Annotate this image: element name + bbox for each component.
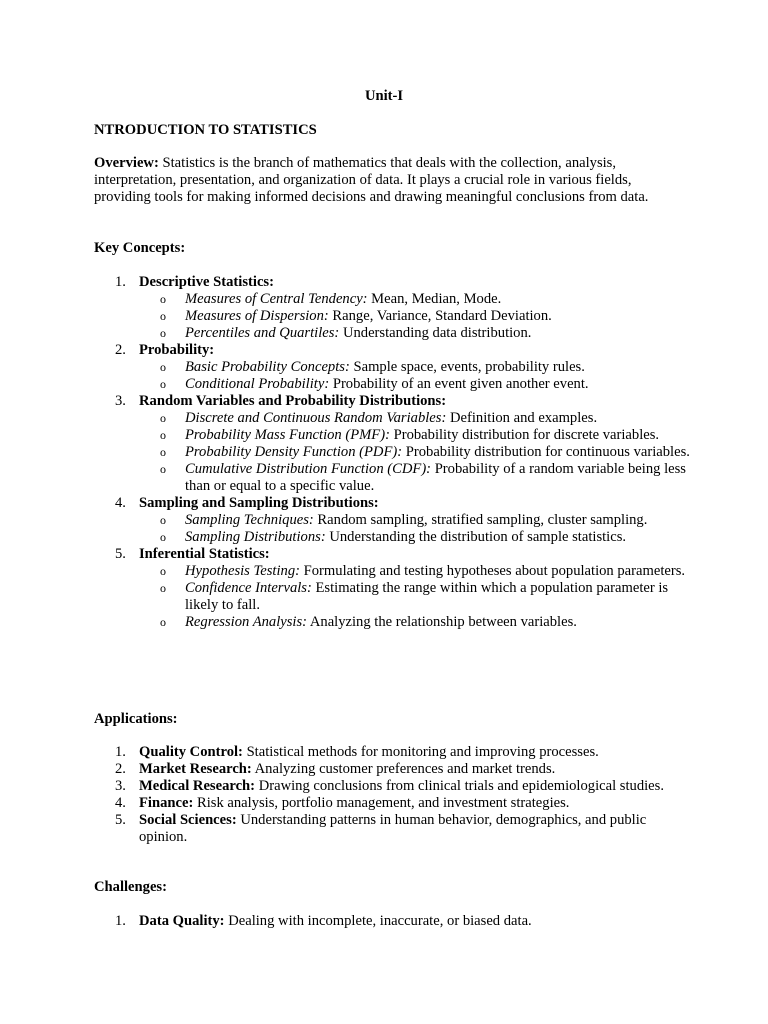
sub-item — [94, 614, 694, 631]
sub-desc: Mean, Median, Mode. — [367, 291, 502, 307]
application-title: Social Sciences: — [139, 812, 237, 828]
sub-desc: Definition and examples. — [446, 410, 598, 426]
application-item — [94, 778, 694, 795]
bullet-icon: o — [160, 615, 166, 629]
sub-desc: Probability distribution for continuous variables. — [402, 444, 690, 460]
sub-item — [94, 529, 694, 546]
key-concept-item — [94, 495, 694, 512]
application-item — [94, 744, 694, 761]
sub-item — [94, 291, 694, 308]
sub-term: Measures of Central Tendency: — [185, 291, 368, 307]
key-concept-title: Sampling and Sampling Distributions: — [139, 495, 379, 511]
sub-item — [94, 512, 694, 529]
application-item — [94, 761, 694, 778]
bullet-icon: o — [160, 581, 166, 595]
sub-desc: Analyzing the relationship between variables. — [307, 614, 577, 630]
sub-item — [94, 444, 694, 461]
bullet-icon: o — [160, 292, 166, 306]
list-number: 3. — [115, 393, 126, 409]
sub-term: Discrete and Continuous Random Variables: — [185, 410, 447, 426]
bullet-icon: o — [160, 445, 166, 459]
overview-label: Overview: — [94, 155, 159, 171]
key-concept-title: Inferential Statistics: — [139, 546, 270, 562]
bullet-icon: o — [160, 428, 166, 442]
sub-term: Cumulative Distribution Function (CDF): — [185, 461, 432, 477]
key-concept-title: Probability: — [139, 342, 215, 358]
key-concept-item — [94, 393, 694, 410]
sub-term: Hypothesis Testing: — [185, 563, 300, 579]
sub-desc: Understanding data distribution. — [339, 325, 532, 341]
application-desc: Analyzing customer preferences and market trends. — [251, 761, 556, 777]
unit-title: Unit-I — [364, 88, 404, 104]
sub-desc: Probability of an event given another event. — [329, 376, 589, 392]
sub-desc: Probability of a random variable being less than or equal to a specific value. — [185, 461, 686, 494]
application-desc: Understanding patterns in human behavior, demographics, and public opinion. — [139, 812, 647, 845]
sub-desc: Sample space, events, probability rules. — [349, 359, 585, 375]
challenges-title: Challenges: — [94, 879, 167, 895]
sub-item — [94, 410, 694, 427]
sub-item — [94, 359, 694, 376]
sub-term: Sampling Techniques: — [185, 512, 314, 528]
list-number: 4. — [115, 795, 126, 811]
list-number: 4. — [115, 495, 126, 511]
sub-item — [94, 580, 694, 614]
list-number: 1. — [115, 274, 126, 290]
challenges-list — [94, 913, 694, 930]
sub-term: Percentiles and Quartiles: — [185, 325, 340, 341]
list-number: 1. — [115, 913, 126, 929]
sub-desc: Estimating the range within which a population parameter is likely to fall. — [185, 580, 669, 613]
sub-term: Conditional Probability: — [185, 376, 330, 392]
bullet-icon: o — [160, 462, 166, 476]
bullet-icon: o — [160, 513, 166, 527]
key-concept-item — [94, 274, 694, 291]
sub-desc: Random sampling, stratified sampling, cluster sampling. — [313, 512, 648, 528]
challenge-item — [94, 913, 694, 930]
application-item — [94, 795, 694, 812]
sub-item — [94, 308, 694, 325]
sub-term: Sampling Distributions: — [185, 529, 326, 545]
challenge-title: Data Quality: — [139, 913, 225, 929]
key-concepts-list — [94, 274, 694, 631]
sub-item — [94, 325, 694, 342]
list-number: 1. — [115, 744, 126, 760]
challenge-desc: Dealing with incomplete, inaccurate, or biased data. — [224, 913, 532, 929]
key-concept-item — [94, 342, 694, 359]
list-number: 5. — [115, 546, 126, 562]
bullet-icon: o — [160, 309, 166, 323]
application-desc: Statistical methods for monitoring and improving processes. — [242, 744, 599, 760]
applications-title: Applications: — [94, 711, 178, 727]
sub-item — [94, 563, 694, 580]
applications-list — [94, 744, 694, 846]
sub-term: Probability Density Function (PDF): — [185, 444, 403, 460]
application-title: Finance: — [139, 795, 194, 811]
sub-term: Probability Mass Function (PMF): — [185, 427, 390, 443]
overview-text: Statistics is the branch of mathematics that deals with the collection, analysis, interpretation, presentation, and organization of data. It plays a crucial role in various fields, providing tools for making informed decisions and drawing meaningful conclusions from data. — [94, 155, 649, 205]
list-number: 2. — [115, 342, 126, 358]
list-number: 2. — [115, 761, 126, 777]
application-desc: Risk analysis, portfolio management, and investment strategies. — [193, 795, 570, 811]
sub-desc: Probability distribution for discrete variables. — [389, 427, 660, 443]
bullet-icon: o — [160, 411, 166, 425]
application-title: Medical Research: — [139, 778, 256, 794]
sub-term: Measures of Dispersion: — [185, 308, 329, 324]
sub-term: Regression Analysis: — [185, 614, 308, 630]
sub-desc: Formulating and testing hypotheses about population parameters. — [300, 563, 686, 579]
application-item — [94, 812, 694, 846]
bullet-icon: o — [160, 530, 166, 544]
key-concept-item — [94, 546, 694, 563]
sub-desc: Range, Variance, Standard Deviation. — [328, 308, 552, 324]
bullet-icon: o — [160, 360, 166, 374]
application-title: Market Research: — [139, 761, 252, 777]
overview-paragraph — [94, 155, 674, 206]
key-concept-title: Descriptive Statistics: — [139, 274, 274, 290]
key-concepts-title: Key Concepts: — [94, 240, 186, 256]
intro-title: NTRODUCTION TO STATISTICS — [94, 122, 317, 138]
sub-term: Confidence Intervals: — [185, 580, 312, 596]
sub-item — [94, 461, 694, 495]
application-desc: Drawing conclusions from clinical trials and epidemiological studies. — [255, 778, 664, 794]
sub-item — [94, 376, 694, 393]
list-number: 3. — [115, 778, 126, 794]
bullet-icon: o — [160, 326, 166, 340]
sub-item — [94, 427, 694, 444]
bullet-icon: o — [160, 377, 166, 391]
bullet-icon: o — [160, 564, 166, 578]
sub-term: Basic Probability Concepts: — [185, 359, 350, 375]
sub-desc: Understanding the distribution of sample statistics. — [325, 529, 627, 545]
key-concept-title: Random Variables and Probability Distributions: — [139, 393, 447, 409]
application-title: Quality Control: — [139, 744, 243, 760]
list-number: 5. — [115, 812, 126, 828]
